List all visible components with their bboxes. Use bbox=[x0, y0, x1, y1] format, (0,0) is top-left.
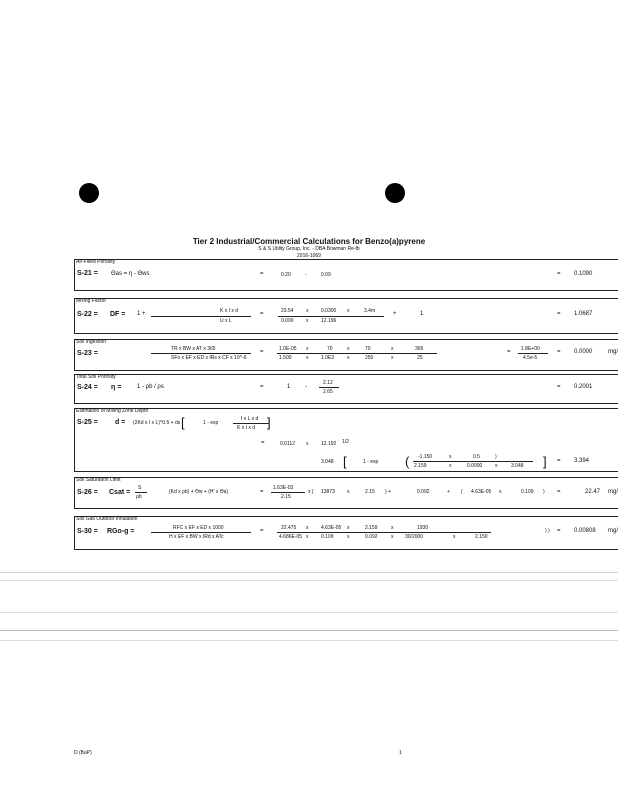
operator: ) + bbox=[385, 489, 391, 495]
operator: x bbox=[306, 525, 309, 531]
section-s23 bbox=[74, 339, 618, 371]
equals: = bbox=[260, 271, 264, 277]
equation-number: S-26 = bbox=[77, 489, 98, 496]
fraction-bar bbox=[277, 532, 491, 533]
fraction-denominator: K x I x d bbox=[237, 425, 256, 431]
value: 70 bbox=[327, 346, 333, 352]
scan-artifact-line bbox=[0, 572, 618, 573]
value: 0.109 bbox=[521, 489, 534, 495]
operator: x bbox=[495, 463, 498, 469]
equals: = bbox=[557, 458, 561, 464]
operator: x bbox=[306, 318, 309, 324]
fraction-bar bbox=[413, 461, 533, 462]
fraction-bar bbox=[135, 492, 147, 493]
formula: (Kd x ρb) + Θw + (H' x Θa) bbox=[169, 489, 229, 495]
value: 0.20 bbox=[281, 272, 291, 278]
value: 0.092 bbox=[365, 534, 378, 540]
fraction-numerator: 1.63E-03 bbox=[273, 485, 294, 491]
fraction-denominator: 2.15 bbox=[281, 494, 291, 500]
section-label: Soil Saturation Limit bbox=[76, 477, 121, 483]
fraction-numerator: TR x BW x AT x 365 bbox=[171, 346, 216, 352]
fraction-bar bbox=[151, 353, 251, 354]
operator: - bbox=[305, 384, 307, 390]
section-label: Mixing Factor bbox=[76, 298, 107, 304]
equation-lhs: DF = bbox=[110, 311, 126, 318]
equals: = bbox=[557, 311, 561, 317]
paren: ( bbox=[461, 489, 463, 495]
operator: + bbox=[393, 311, 397, 317]
equation-lhs: d = bbox=[115, 419, 126, 426]
operator: x bbox=[391, 346, 394, 352]
equation-number: S-25 = bbox=[77, 419, 98, 426]
equals: = bbox=[557, 384, 561, 390]
fraction-bar bbox=[278, 316, 384, 317]
result: 0.2001 bbox=[574, 384, 593, 390]
formula-term: (2Kd x I x L)^0.5 + ds bbox=[133, 420, 181, 426]
result: 22.47 bbox=[585, 489, 601, 495]
value: 3.048 bbox=[511, 463, 524, 469]
value: -1.150 bbox=[418, 454, 433, 460]
equals: = bbox=[260, 528, 264, 534]
result: 0.1090 bbox=[574, 271, 593, 277]
value: 0.0300 bbox=[321, 308, 337, 314]
equation-number: S-21 = bbox=[77, 270, 98, 277]
constant: 1 + bbox=[137, 311, 146, 317]
value: 0.109 bbox=[321, 534, 334, 540]
value: 25 bbox=[417, 355, 423, 361]
paren: ) bbox=[495, 454, 497, 460]
project-number: 2016-1069 bbox=[297, 253, 321, 259]
equals: = bbox=[507, 349, 511, 355]
fraction-numerator: K x I x d bbox=[220, 308, 239, 314]
operator: x bbox=[391, 355, 394, 361]
paren: ) bbox=[543, 489, 545, 495]
operator: - bbox=[305, 272, 307, 278]
operator: x bbox=[391, 534, 394, 540]
bracket: [ bbox=[343, 454, 347, 469]
equation-lhs: Csat = bbox=[109, 489, 131, 496]
value: 22.475 bbox=[281, 525, 297, 531]
hole-punch-left bbox=[79, 183, 99, 203]
operator: + bbox=[447, 489, 450, 495]
scan-artifact-line bbox=[0, 580, 618, 581]
section-s21 bbox=[74, 259, 618, 291]
equals: = bbox=[261, 440, 265, 446]
result: 0.00808 bbox=[574, 528, 596, 534]
equals: = bbox=[260, 311, 264, 317]
section-label: Soil Gas Outdoor Inhalation bbox=[76, 516, 138, 522]
operator: x bbox=[499, 489, 502, 495]
value: 1.0E3 bbox=[321, 355, 335, 361]
company-line: S & S Utility Group, Inc. - DBA Bowman Re-fb bbox=[258, 246, 360, 252]
formula-term: 1 - exp bbox=[363, 459, 379, 465]
result: 1.0687 bbox=[574, 311, 593, 317]
equals: = bbox=[260, 349, 264, 355]
fraction-bar bbox=[319, 387, 339, 388]
scan-artifact-line bbox=[0, 630, 618, 631]
fraction-bar bbox=[277, 353, 437, 354]
operator: x bbox=[347, 534, 350, 540]
equation-number: S-22 = bbox=[77, 311, 98, 318]
formula: 1 - ρb / ρs bbox=[137, 384, 164, 390]
equation-number: S-23 = bbox=[77, 350, 98, 357]
fraction-bar bbox=[271, 492, 305, 493]
fraction-bar bbox=[233, 423, 269, 424]
operator: x bbox=[449, 454, 452, 460]
equals: = bbox=[557, 489, 561, 495]
value: 3.048 bbox=[321, 459, 334, 465]
page-title: Tier 2 Industrial/Commercial Calculations for Benzo(a)pyrene bbox=[192, 237, 426, 246]
section-s25 bbox=[74, 408, 618, 472]
equation-number: S-30 = bbox=[77, 528, 98, 535]
value: 1 bbox=[287, 384, 291, 390]
fraction-numerator: S bbox=[138, 485, 142, 491]
equals: = bbox=[557, 528, 561, 534]
bracket: ] bbox=[267, 415, 271, 430]
value: 0.000 bbox=[281, 318, 294, 324]
section-label: Soil Ingestion bbox=[76, 339, 107, 345]
fraction-bar bbox=[151, 316, 251, 317]
value: 1930 bbox=[417, 525, 429, 531]
section-label: Estimation of Mixing Zone Depth bbox=[76, 408, 149, 414]
value: 250 bbox=[365, 355, 374, 361]
intermediate-numerator: 1.8E+00 bbox=[521, 346, 540, 352]
section-s26 bbox=[74, 477, 618, 509]
value: 0.5 bbox=[473, 454, 480, 460]
section-s30 bbox=[74, 516, 618, 550]
paren: ( bbox=[405, 454, 410, 469]
fraction-numerator: RFC x EF x ED x 1000 bbox=[173, 525, 224, 531]
operator: x bbox=[391, 525, 394, 531]
operator: x ( bbox=[308, 489, 314, 495]
bracket: ] bbox=[543, 454, 547, 469]
value: 70 bbox=[365, 346, 371, 352]
constant: 1 bbox=[420, 311, 424, 317]
page-number: 1 bbox=[399, 750, 402, 756]
unit: mg/ bbox=[608, 349, 618, 355]
fraction-numerator: I x L x d bbox=[241, 416, 259, 422]
footer-label: D (BaP) bbox=[74, 750, 92, 756]
value: 1.500 bbox=[279, 355, 292, 361]
operator: x bbox=[306, 346, 309, 352]
value: 365 bbox=[415, 346, 424, 352]
operator: x bbox=[453, 534, 456, 540]
formula: Θas = η - Θws bbox=[111, 271, 150, 277]
value: 13873 bbox=[321, 489, 335, 495]
equals: = bbox=[557, 271, 561, 277]
operator: x bbox=[306, 355, 309, 361]
operator: x bbox=[347, 308, 350, 314]
result: 3.394 bbox=[574, 458, 590, 464]
equals: = bbox=[260, 489, 264, 495]
operator: x bbox=[306, 534, 309, 540]
operator: x bbox=[347, 346, 350, 352]
section-label: Air-Filled Porosity bbox=[76, 259, 116, 265]
value: 4.686E-05 bbox=[279, 534, 303, 540]
value: 2.159 bbox=[414, 463, 427, 469]
unit: mg/ bbox=[608, 528, 618, 534]
equation-lhs: η = bbox=[111, 384, 122, 391]
value: 3.4m bbox=[364, 308, 376, 314]
fraction-denominator: U x L bbox=[220, 318, 232, 324]
value: 30/2000 bbox=[405, 534, 424, 540]
value: 1.0E-05 bbox=[279, 346, 297, 352]
value: 0.0112 bbox=[280, 441, 295, 447]
value: 23.54 bbox=[281, 308, 294, 314]
formula-term: 1 - exp bbox=[203, 420, 219, 426]
operator: x bbox=[347, 489, 350, 495]
unit: mg/ bbox=[608, 489, 618, 495]
value: 2.15 bbox=[365, 489, 375, 495]
value: 12.196 bbox=[321, 318, 337, 324]
operator: x bbox=[306, 441, 309, 447]
scan-artifact-line bbox=[0, 612, 618, 613]
fraction-denominator: ρb bbox=[136, 494, 142, 500]
hole-punch-right bbox=[385, 183, 405, 203]
value: 2.159 bbox=[365, 525, 378, 531]
equation-number: S-24 = bbox=[77, 384, 98, 391]
equals: = bbox=[260, 384, 264, 390]
exponent: 1/2 bbox=[342, 439, 349, 445]
intermediate-denominator: 4.5e-5 bbox=[523, 355, 538, 361]
value: 0.0000 bbox=[467, 463, 483, 469]
value: 2.150 bbox=[475, 534, 488, 540]
paren: ) ) bbox=[545, 528, 550, 534]
operator: x bbox=[347, 525, 350, 531]
value: 0.092 bbox=[417, 489, 430, 495]
value: 0.09 bbox=[321, 272, 331, 278]
fraction-numerator: 2.12 bbox=[323, 380, 333, 386]
operator: x bbox=[449, 463, 452, 469]
section-s24 bbox=[74, 374, 618, 404]
value: 12.192 bbox=[321, 441, 337, 447]
fraction-bar bbox=[518, 353, 548, 354]
result: 0.0000 bbox=[574, 349, 593, 355]
fraction-denominator: H x EF x BW x IRd x ATc bbox=[169, 534, 224, 540]
equation-lhs: RGo-g = bbox=[107, 528, 135, 535]
scan-artifact-line bbox=[0, 640, 618, 641]
section-s22 bbox=[74, 298, 618, 334]
fraction-denominator: SFo x EF x ED x IRs x CF x 10^-6 bbox=[171, 355, 247, 361]
operator: x bbox=[306, 308, 309, 314]
value: 4.63E-05 bbox=[321, 525, 342, 531]
fraction-denominator: 2.65 bbox=[323, 389, 333, 395]
section-label: Total Soil Porosity bbox=[76, 374, 116, 380]
operator: x bbox=[347, 355, 350, 361]
value: 4.63E-05 bbox=[471, 489, 492, 495]
bracket: [ bbox=[181, 415, 185, 430]
equals: = bbox=[557, 349, 561, 355]
fraction-bar bbox=[151, 532, 251, 533]
